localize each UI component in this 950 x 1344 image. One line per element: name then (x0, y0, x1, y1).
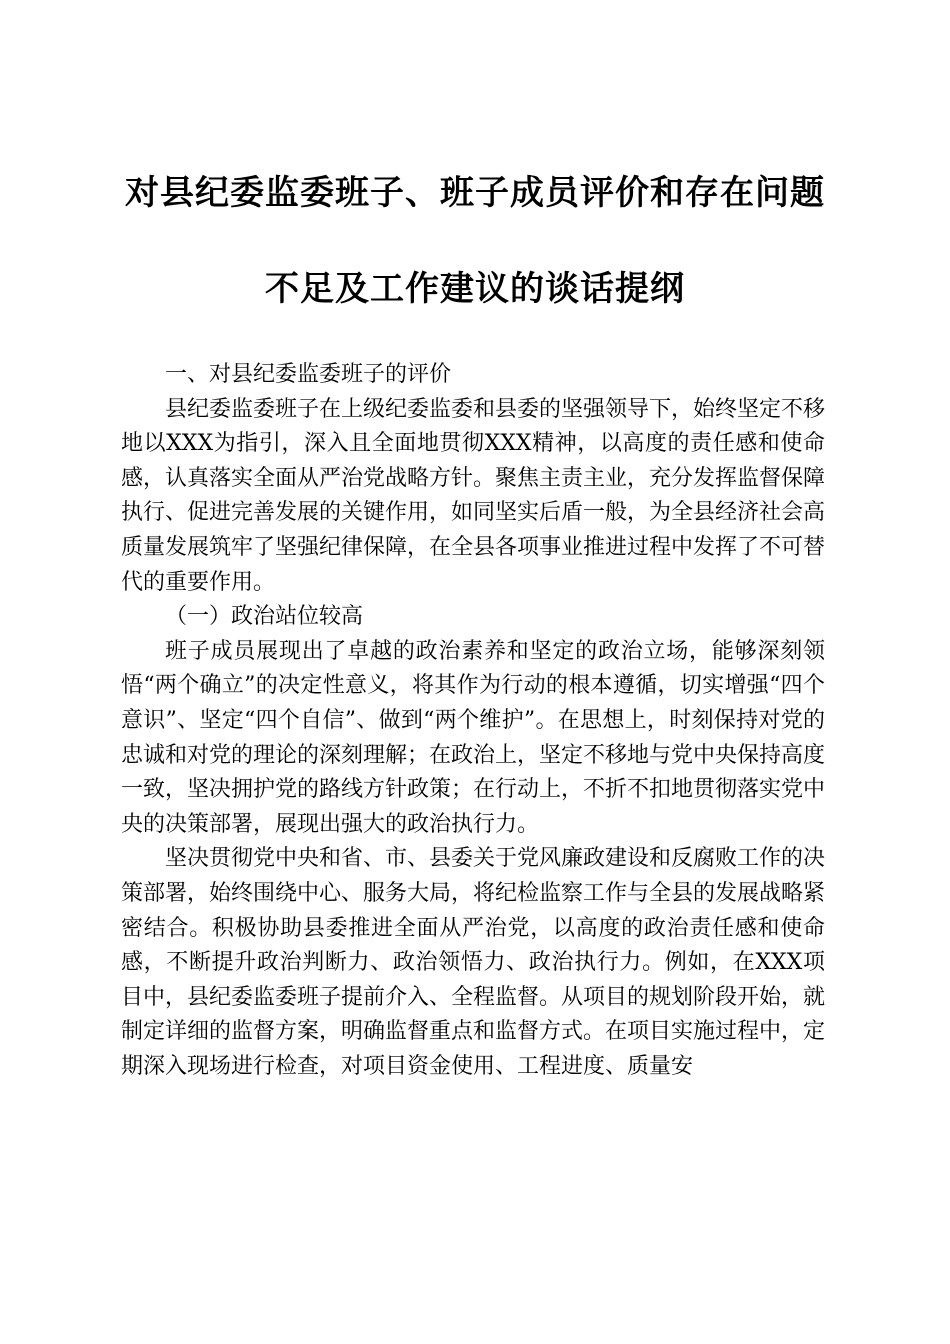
section-heading: 一、对县纪委监委班子的评价 (165, 362, 452, 387)
subsection-heading: （一）政治站位较高 (165, 604, 364, 630)
paragraph: 坚决贯彻党中央和省、市、县委关于党风廉政建设和反腐败工作的决策部署，始终围绕中心、服务大局，将纪检监察工作与全县的发展战略紧密结合。积极协助县委推进全面从严治党，以高度的政治责任感和使命感，不断提升政治判断力、政治领悟力、政治执行力。例如，在XXX项目中，县纪委监委班子提前介入、全程监督。从项目的规划阶段开始，就制定详细的监督方案，明确监督重点和监督方式。在项目实施过程中，定期深入现场进行检查，对项目资金使用、工程进度、质量安 (121, 846, 826, 1079)
paragraph: 班子成员展现出了卓越的政治素养和坚定的政治立场，能够深刻领悟“两个确立”的决定性意义，将其作为行动的根本遵循，切实增强“四个意识”、坚定“四个自信”、做到“两个维护”。在思想上，时刻保持对党的忠诚和对党的理论的深刻理解；在政治上，坚定不移地与党中央保持高度一致，坚决拥护党的路线方针政策；在行动上，不折不扣地贯彻落实党中央的决策部署，展现出强大的政治执行力。 (121, 638, 826, 837)
document-title-line-2: 不足及工作建议的谈话提纲 (265, 269, 685, 309)
document-body (121, 358, 825, 1084)
document-title-line-1: 对县纪委监委班子、班子成员评价和存在问题 (125, 173, 825, 213)
paragraph: 县纪委监委班子在上级纪委监委和县委的坚强领导下，始终坚定不移地以XXX为指引，深入且全面地贯彻XXX精神，以高度的责任感和使命感，认真落实全面从严治党战略方针。聚焦主责主业，充分发挥监督保障执行、促进完善发展的关键作用，如同坚实后盾一般，为全县经济社会高质量发展筑牢了坚强纪律保障，在全县各项事业推进过程中发挥了不可替代的重要作用。 (121, 396, 826, 595)
